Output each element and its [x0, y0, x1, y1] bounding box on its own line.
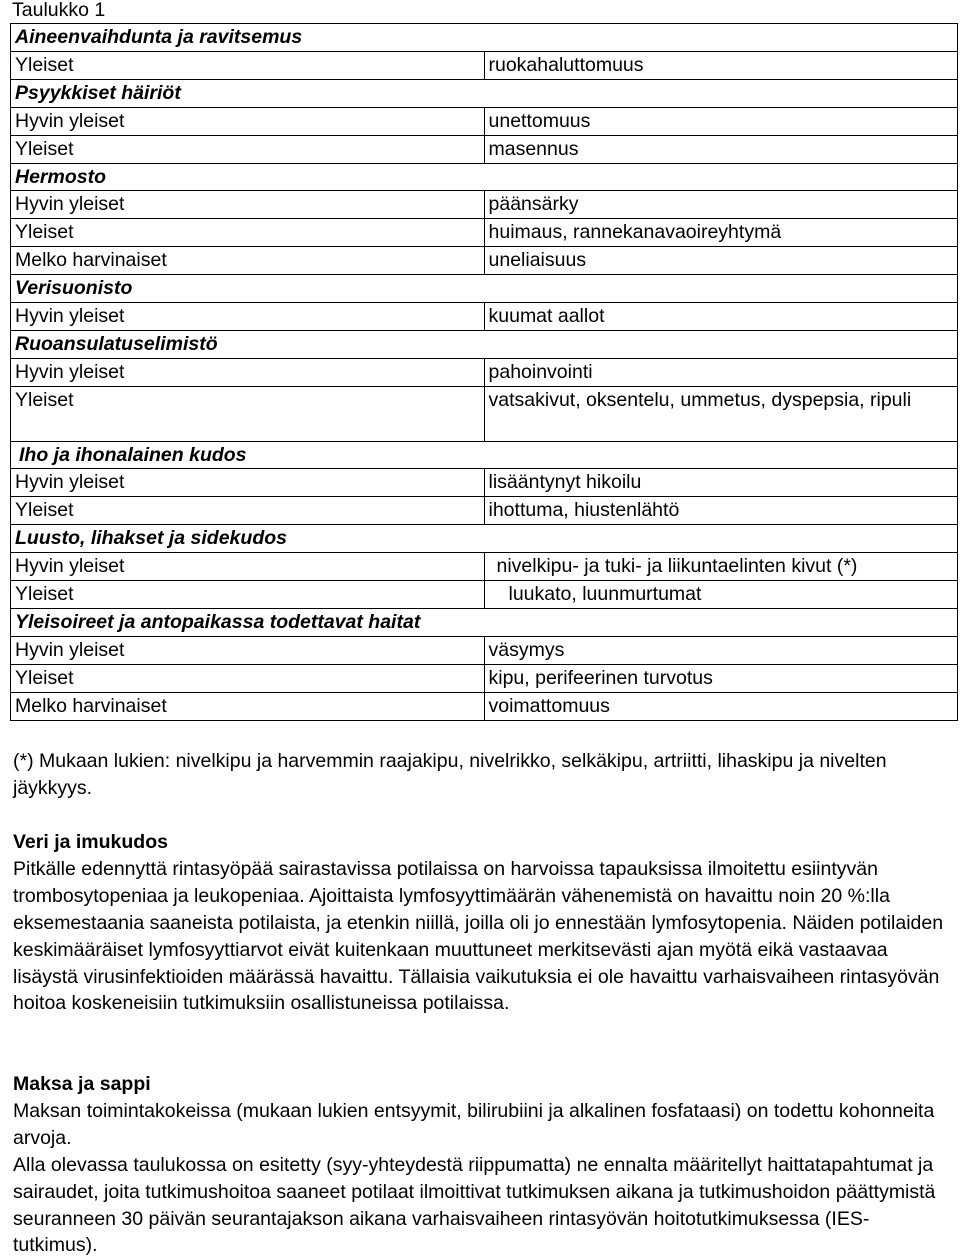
frequency-cell: Yleiset [11, 581, 485, 609]
section-blood [13, 829, 953, 1017]
table-caption: Taulukko 1 [12, 0, 106, 21]
adverse-effect-cell: vatsakivut, oksentelu, ummetus, dyspepsia, ripuli [484, 386, 958, 441]
table-row [11, 51, 958, 79]
adverse-effect-cell: nivelkipu- ja tuki- ja liikuntaelinten kivut (*) [484, 553, 958, 581]
table-row [11, 553, 958, 581]
adverse-effect-cell: luukato, luunmurtumat [484, 581, 958, 609]
table-row [11, 664, 958, 692]
adverse-effect-cell: päänsärky [484, 191, 958, 219]
table-row [11, 636, 958, 664]
section-heading: Psyykkiset häiriöt [11, 79, 958, 107]
table-row [11, 191, 958, 219]
table-section-row [11, 163, 958, 191]
table-row [11, 303, 958, 331]
table-row [11, 692, 958, 720]
frequency-cell: Hyvin yleiset [11, 553, 485, 581]
adverse-effect-cell: uneliaisuus [484, 247, 958, 275]
adverse-effects-table-body [11, 24, 958, 721]
section-heading: Iho ja ihonalainen kudos [11, 441, 958, 469]
adverse-effect-cell: kipu, perifeerinen turvotus [484, 664, 958, 692]
adverse-effect-cell: pahoinvointi [484, 358, 958, 386]
table-row [11, 581, 958, 609]
frequency-cell: Yleiset [11, 51, 485, 79]
section-text-liver-table-intro: Alla olevassa taulukossa on esitetty (syy-yhteydestä riippumatta) ne ennalta määritellyt haittatapahtumat ja sairaudet, joita tutkimushoitoa saaneet potilaat ilmoittivat tutkimuksen aikana ja tutkimushoidon päättymistä seuranneen 30 päivän seurantajakson aikana varhaisvaiheen rintasyövän hoitotutkimuksessa (IES-tutkimus). [13, 1153, 936, 1257]
section-heading: Luusto, lihakset ja sidekudos [11, 525, 958, 553]
frequency-cell: Yleiset [11, 386, 485, 441]
table-row [11, 135, 958, 163]
adverse-effect-cell: voimattomuus [484, 692, 958, 720]
adverse-effects-table [10, 23, 958, 721]
table-row [11, 497, 958, 525]
adverse-effect-cell: huimaus, rannekanavaoireyhtymä [484, 219, 958, 247]
table-section-row [11, 79, 958, 107]
table-section-row [11, 525, 958, 553]
section-liver [13, 1071, 953, 1259]
adverse-effect-cell: väsymys [484, 636, 958, 664]
frequency-cell: Hyvin yleiset [11, 636, 485, 664]
table-section-row [11, 330, 958, 358]
adverse-effect-cell: masennus [484, 135, 958, 163]
section-heading: Verisuonisto [11, 275, 958, 303]
frequency-cell: Yleiset [11, 135, 485, 163]
section-text-liver: Maksan toimintakokeissa (mukaan lukien entsyymit, bilirubiini ja alkalinen fosfataasi) on todettu kohonneita arvoja. [13, 1099, 935, 1149]
frequency-cell: Yleiset [11, 497, 485, 525]
section-heading: Ruoansulatuselimistö [11, 330, 958, 358]
frequency-cell: Hyvin yleiset [11, 303, 485, 331]
section-text-blood: Pitkälle edennyttä rintasyöpää sairastavissa potilaissa on harvoissa tapauksissa ilmoitettu esiintyvän trombosytopeniaa ja leukopeniaa. Ajoittaista lymfosyyttimäärän vähenemistä on havaittu noin 20 %:lla eksemestaania saaneista potilaista, ja etenkin niillä, joilla oli jo ennestään lymfosytopenia. Näiden potilaiden keskimääräiset lymfosyyttiarvot eivät kuitenkaan muuttuneet merkitsevästi ajan myötä eikä vastaavaa lisäystä virusinfektioiden määrässä havaittu. Tällaisia vaikutuksia ei ole havaittu varhaisvaiheen rintasyövän hoitoa koskeneisiin tutkimuksiin osallistuneissa potilaissa. [13, 857, 944, 1015]
table-section-row [11, 275, 958, 303]
frequency-cell: Hyvin yleiset [11, 191, 485, 219]
table-section-row [11, 609, 958, 637]
frequency-cell: Melko harvinaiset [11, 247, 485, 275]
frequency-cell: Yleiset [11, 219, 485, 247]
table-row [11, 219, 958, 247]
table-row [11, 107, 958, 135]
table-row [11, 247, 958, 275]
table-row [11, 469, 958, 497]
table-row [11, 386, 958, 441]
table-row [11, 358, 958, 386]
section-heading: Aineenvaihdunta ja ravitsemus [11, 24, 958, 52]
adverse-effect-cell: lisääntynyt hikoilu [484, 469, 958, 497]
section-heading: Hermosto [11, 163, 958, 191]
adverse-effect-cell: ruokahaluttomuus [484, 51, 958, 79]
adverse-effect-cell: ihottuma, hiustenlähtö [484, 497, 958, 525]
frequency-cell: Melko harvinaiset [11, 692, 485, 720]
section-heading: Yleisoireet ja antopaikassa todettavat haitat [11, 609, 958, 637]
frequency-cell: Yleiset [11, 664, 485, 692]
table-section-row [11, 441, 958, 469]
table-section-row [11, 24, 958, 52]
footnote: (*) Mukaan lukien: nivelkipu ja harvemmin raajakipu, nivelrikko, selkäkipu, artriitti, lihaskipu ja nivelten jäykkyys. [13, 750, 887, 799]
frequency-cell: Hyvin yleiset [11, 469, 485, 497]
adverse-effect-cell: unettomuus [484, 107, 958, 135]
frequency-cell: Hyvin yleiset [11, 107, 485, 135]
section-heading-blood: Veri ja imukudos [13, 831, 168, 853]
section-heading-liver: Maksa ja sappi [13, 1073, 151, 1095]
frequency-cell: Hyvin yleiset [11, 358, 485, 386]
adverse-effect-cell: kuumat aallot [484, 303, 958, 331]
